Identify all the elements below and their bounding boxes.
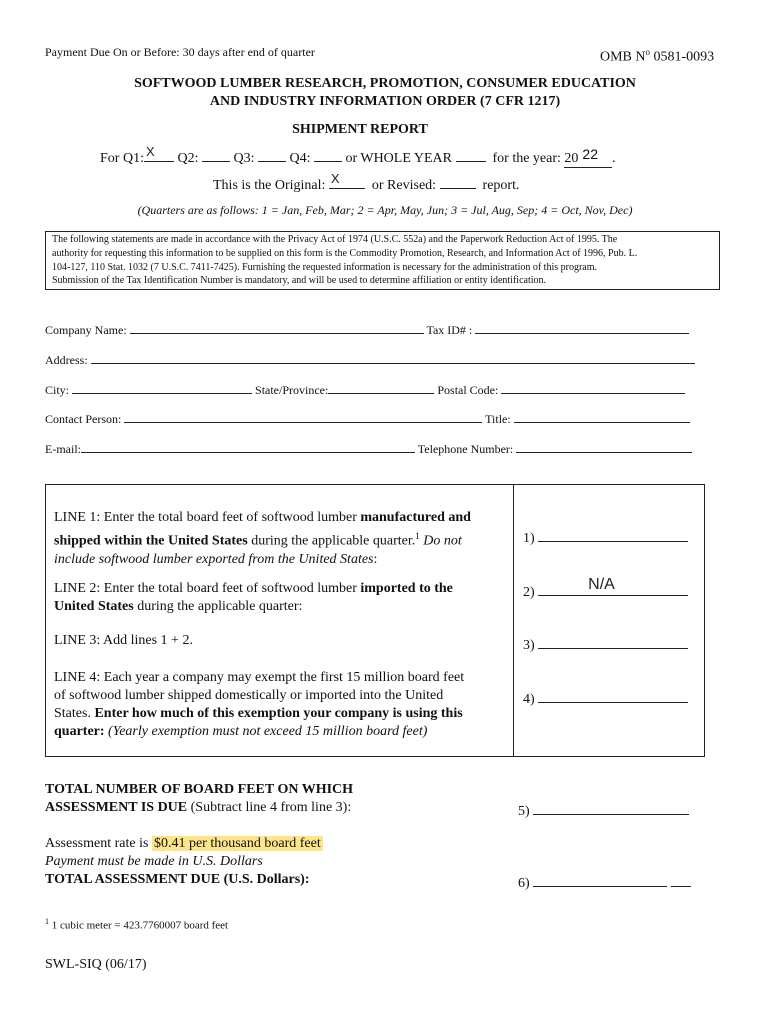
line-1-italic-a: Do not [419, 533, 462, 549]
line-4-part-c: States. [54, 706, 95, 721]
total-due-label: TOTAL ASSESSMENT DUE (U.S. Dollars): [45, 872, 310, 887]
answer-1-row [523, 527, 688, 547]
city-label: City: [45, 383, 70, 397]
contact-row [45, 410, 690, 427]
line-2-text [54, 580, 453, 616]
line-1-part-a: LINE 1: Enter the total board feet of softwood lumber [54, 510, 361, 525]
line-4-part-a: LINE 4: Each year a company may exempt the first 15 million board feet [54, 670, 465, 685]
postal-label: Postal Code: [437, 383, 499, 397]
company-name-row [45, 321, 689, 338]
line-3-text: LINE 3: Add lines 1 + 2. [54, 633, 193, 648]
footnote [45, 917, 228, 932]
answer-2-label: 2) [523, 585, 535, 600]
privacy-line-2: authority for requesting this information to be supplied on this form is the Commodity Promotion, Research, and Information Act of 1996, Pub. L. [52, 248, 638, 259]
tax-id-label: Tax ID# : [426, 323, 473, 337]
for-label: For [100, 151, 120, 166]
q1-label: Q1: [122, 151, 144, 166]
original-field[interactable] [329, 171, 365, 189]
title-label: Title: [485, 412, 511, 426]
address-row [45, 351, 695, 368]
answer-5-label: 5) [518, 804, 530, 819]
privacy-line-1: The following statements are made in accordance with the Privacy Act of 1974 (U.S.C. 552a) and the Paperwork Reduction Act of 1995. The [52, 234, 618, 245]
q2-label: Q2: [177, 151, 199, 166]
title-line-1: SOFTWOOD LUMBER RESEARCH, PROMOTION, CONSUMER EDUCATION [134, 76, 636, 91]
line-1-bold-b: shipped within the United States [54, 533, 248, 549]
total-heading-2 [45, 800, 351, 816]
line-4-bold-b: quarter: [54, 724, 105, 739]
answer-4-row [523, 688, 688, 708]
answer-4-field[interactable] [538, 688, 688, 703]
title-field[interactable] [514, 410, 690, 423]
line-2-bold-a: imported to the [360, 581, 453, 596]
address-field[interactable] [91, 351, 695, 364]
footnote-text: 1 cubic meter = 423.7760007 board feet [51, 919, 229, 932]
year-value: 22 [582, 146, 598, 162]
answer-6-field[interactable] [533, 872, 667, 887]
tax-id-field[interactable] [475, 321, 689, 334]
report-word: report. [482, 178, 520, 193]
lines-table [45, 484, 705, 757]
line-4-text [54, 669, 464, 741]
privacy-line-3: 104-127, 110 Stat. 1032 (7 U.S.C. 7411-7425). Furnishing the requested information is necessary for the administration of this program. [52, 262, 598, 273]
state-label: State/Province: [255, 383, 329, 397]
privacy-box [45, 231, 720, 290]
line-1-text [54, 509, 471, 569]
contact-person-field[interactable] [124, 410, 482, 423]
q1-mark: X [145, 144, 155, 159]
line-4-part-b: of softwood lumber shipped domestically or imported into the United [54, 688, 444, 703]
line-1-bold-a: manufactured and [360, 510, 471, 525]
answer-2-value: N/A [588, 576, 615, 593]
line-1-italic-b: include softwood lumber exported from the United States [54, 551, 374, 567]
q4-label: Q4: [289, 151, 311, 166]
answer-6-row [518, 872, 691, 892]
original-label: This is the Original: [213, 178, 326, 193]
rate-value: $0.41 per thousand board feet [153, 836, 321, 851]
payment-due-note: Payment Due On or Before: 30 days after end of quarter [45, 45, 315, 59]
contact-label: Contact Person: [45, 412, 122, 426]
answer-2-field[interactable] [538, 576, 688, 596]
q3-field[interactable] [258, 147, 286, 162]
line-4-bold-a: Enter how much of this exemption your company is using this [94, 706, 463, 721]
whole-year-label: or WHOLE YEAR [345, 151, 452, 166]
omb-sup: o [645, 47, 651, 57]
answer-6-label: 6) [518, 876, 530, 891]
line-2-bold-b: United States [54, 599, 134, 614]
answer-6-field-suffix[interactable] [671, 872, 691, 887]
answer-1-field[interactable] [538, 527, 688, 542]
total-heading-rest: (Subtract line 4 from line 3): [187, 800, 352, 815]
line-4-italic: (Yearly exemption must not exceed 15 million board feet) [104, 724, 428, 739]
line-2-part-a: LINE 2: Enter the total board feet of softwood lumber [54, 581, 361, 596]
footnote-number: 1 [45, 917, 49, 926]
email-field[interactable] [81, 440, 415, 453]
email-label: E-mail: [45, 442, 81, 456]
revised-field[interactable] [440, 174, 476, 189]
rate-prefix: Assessment rate is [45, 836, 152, 851]
table-divider [513, 485, 514, 756]
q4-field[interactable] [314, 147, 342, 162]
postal-field[interactable] [501, 381, 685, 394]
total-heading-bold: ASSESSMENT IS DUE [45, 800, 188, 815]
q3-label: Q3: [233, 151, 255, 166]
address-label: Address: [45, 353, 88, 367]
email-row [45, 440, 692, 457]
city-row [45, 381, 685, 398]
phone-label: Telephone Number: [417, 442, 514, 456]
form-id: SWL-SIQ (06/17) [45, 957, 147, 972]
quarters-note: (Quarters are as follows: 1 = Jan, Feb, Mar; 2 = Apr, May, Jun; 3 = Jul, Aug, Sep; 4 = Oct, Nov, Dec) [137, 203, 633, 217]
omb-prefix: OMB N [600, 49, 646, 65]
city-field[interactable] [72, 381, 252, 394]
company-name-label: Company Name: [45, 323, 127, 337]
answer-2-row [523, 576, 688, 601]
year-label: for the year: [492, 151, 561, 166]
line-1-footnote-ref: 1 [415, 531, 420, 541]
answer-4-label: 4) [523, 692, 535, 707]
answer-3-label: 3) [523, 638, 535, 653]
state-field[interactable] [328, 381, 434, 394]
original-row [213, 171, 520, 194]
title-line-2: AND INDUSTRY INFORMATION ORDER (7 CFR 1217) [209, 94, 561, 109]
rate-row [45, 836, 323, 852]
line-2-part-d: during the applicable quarter: [133, 599, 303, 614]
whole-year-field[interactable] [456, 147, 486, 162]
answer-1-label: 1) [523, 531, 535, 546]
company-name-field[interactable] [130, 321, 424, 334]
answer-5-row [518, 800, 689, 820]
period-row: For Q1: X Q2: Q3: Q4: or WHOLE YEAR for the year: 20 22 . [100, 144, 616, 166]
omb-value: 0581-0093 [653, 49, 715, 65]
payment-note: Payment must be made in U.S. Dollars [45, 854, 263, 869]
q2-field[interactable] [202, 147, 230, 162]
phone-field[interactable] [516, 440, 692, 453]
omb-number [600, 47, 714, 66]
report-title: SHIPMENT REPORT [292, 122, 428, 137]
year-prefix: 20 [564, 151, 579, 166]
line-1-part-d: during the applicable quarter. [247, 533, 416, 549]
total-heading-1: TOTAL NUMBER OF BOARD FEET ON WHICH [45, 782, 354, 797]
line-1-colon: : [373, 551, 378, 567]
original-mark: X [330, 171, 340, 186]
answer-3-row [523, 634, 688, 654]
privacy-line-4: Submission of the Tax Identification Number is mandatory, and will be used to determine affiliation or entity identification. [52, 275, 547, 286]
revised-label: or Revised: [371, 178, 437, 193]
answer-5-field[interactable] [533, 800, 689, 815]
answer-3-field[interactable] [538, 634, 688, 649]
q1-field[interactable] [144, 144, 174, 162]
year-field[interactable] [564, 146, 612, 168]
